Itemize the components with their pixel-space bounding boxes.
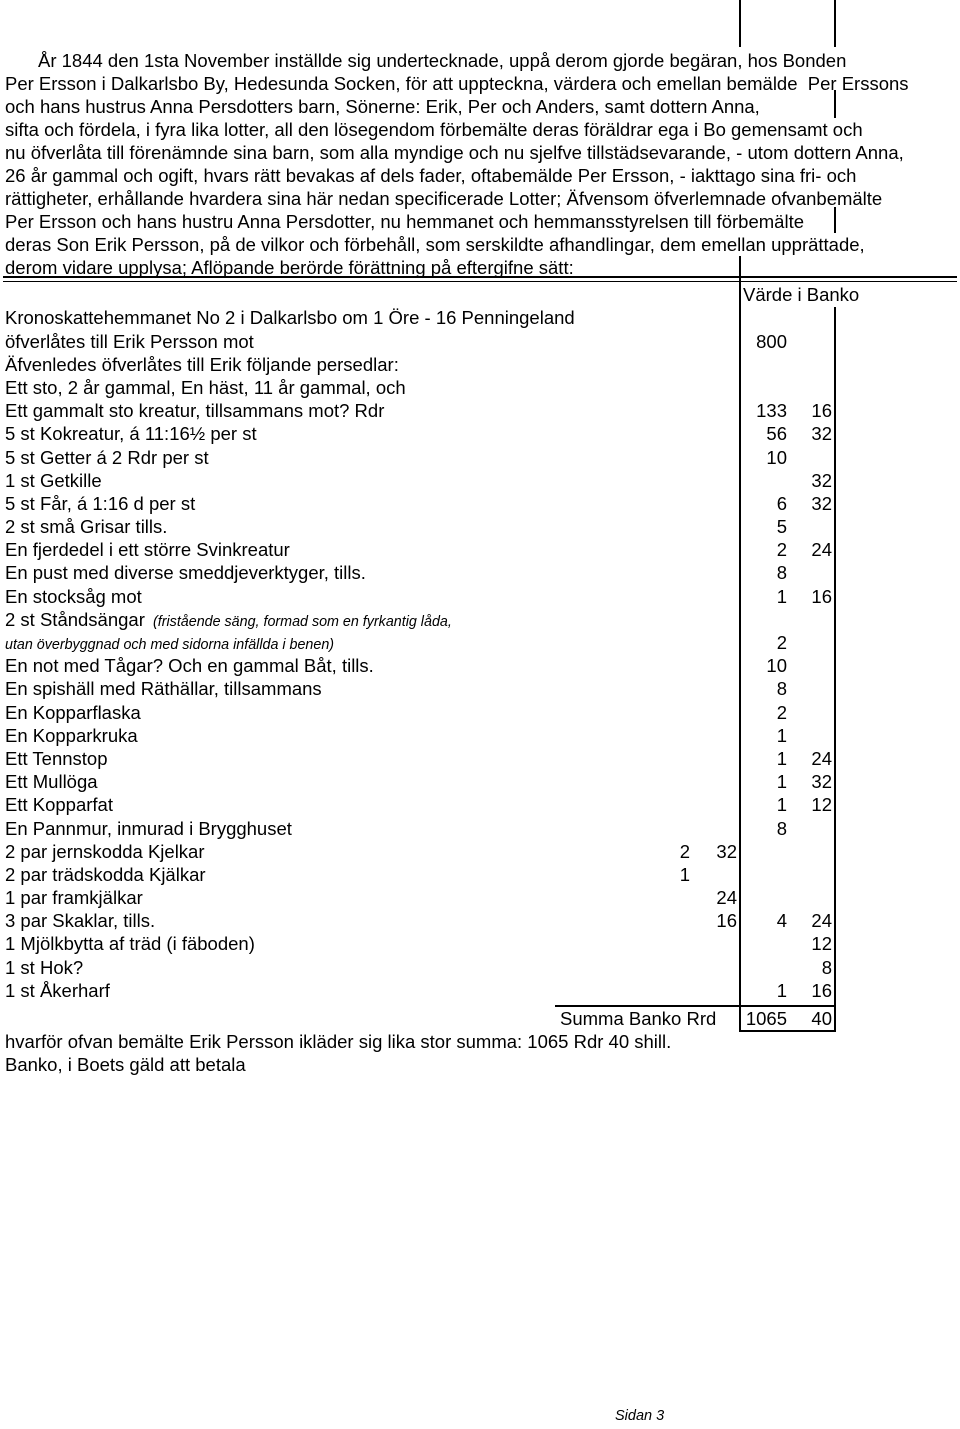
inventory-row — [0, 863, 960, 886]
inventory-row — [0, 677, 960, 700]
value-riksdaler: 6 — [776, 492, 787, 514]
item-text: 2 par trädskodda Kjälkar — [5, 863, 206, 885]
item-text: 5 st Kokreatur, á 11:16½ per st — [5, 423, 257, 445]
value-skilling: 32 — [811, 771, 832, 793]
total-skilling: 40 — [811, 1008, 832, 1030]
item-text: öfverlåtes till Erik Persson mot — [5, 330, 254, 352]
value-riksdaler: 56 — [766, 423, 787, 445]
item-text: 1 st Hok? — [5, 956, 84, 978]
item-text: 1 st Åkerharf — [5, 979, 110, 1001]
item-text: Ett Mullöga — [5, 771, 98, 793]
total-label: Summa Banko Rrd — [560, 1008, 717, 1030]
item-note: utan överbyggnad och med sidorna infällda i benen) — [5, 637, 335, 654]
inventory-row — [0, 422, 960, 445]
inventory-row — [0, 399, 960, 422]
subvalue-skilling: 16 — [716, 910, 737, 932]
header-line: och hans hustrus Anna Persdotters barn, Sönerne: Erik, Per och Anders, samt dottern Anna, — [5, 95, 760, 117]
item-text: En pust med diverse smeddjeverktyger, tills. — [5, 562, 366, 584]
double-rule-lower — [3, 281, 957, 283]
page-number: Sidan 3 — [615, 1408, 665, 1424]
inventory-row — [0, 585, 960, 608]
subvalue-skilling: 32 — [716, 840, 737, 862]
item-text: 1 Mjölkbytta af träd (i fäboden) — [5, 933, 255, 955]
inventory-row — [0, 515, 960, 538]
header-line: deras Son Erik Persson, på de vilkor och förbehåll, som serskildte afhandlingar, dem emellan upprättade, — [5, 234, 865, 256]
value-riksdaler: 800 — [756, 330, 787, 352]
inventory-row — [0, 770, 960, 793]
value-riksdaler: 5 — [776, 516, 787, 538]
value-skilling: 24 — [811, 539, 832, 561]
item-text: En spishäll med Räthällar, tillsammans — [5, 678, 322, 700]
header-line: rättigheter, erhållande hvardera sina här nedan specificerade Lotter; Äfvensom öfverlemnade ofvanbemälte — [5, 188, 883, 210]
closing-line: Banko, i Boets gäld att betala — [5, 1054, 246, 1076]
value-riksdaler: 1 — [776, 585, 787, 607]
inventory-row — [0, 446, 960, 469]
inventory-list — [0, 306, 960, 1002]
value-skilling: 16 — [811, 979, 832, 1001]
item-text: Ett gammalt sto kreatur, tillsammans mot? Rdr — [5, 400, 385, 422]
item-note: (fristående säng, formad som en fyrkantig låda, — [153, 613, 452, 630]
inventory-row — [0, 561, 960, 584]
inventory-row — [0, 538, 960, 561]
value-skilling: 16 — [811, 585, 832, 607]
header-line: 26 år gammal och ogift, hvars rätt bevakas af dels fader, oftabemälde Per Ersson, - iakttago sina fri- och — [5, 165, 857, 186]
inventory-row — [0, 376, 960, 399]
item-text: 2 par jernskodda Kjelkar — [5, 840, 205, 862]
value-skilling: 8 — [821, 956, 832, 978]
value-riksdaler: 1 — [776, 979, 787, 1001]
value-skilling: 24 — [811, 910, 832, 932]
item-text: 5 st Får, á 1:16 d per st — [5, 492, 196, 514]
subvalue-skilling: 24 — [716, 887, 737, 909]
value-skilling: 12 — [811, 933, 832, 955]
inventory-row — [0, 979, 960, 1002]
value-riksdaler: 1 — [776, 747, 787, 769]
value-riksdaler: 2 — [776, 701, 787, 723]
total-top-rule — [555, 1005, 836, 1007]
header-line: Per Ersson och hans hustru Anna Persdotter, nu hemmanet och hemmansstyrelsen till förbemälte — [5, 211, 804, 233]
inventory-row — [0, 724, 960, 747]
inventory-row — [0, 840, 960, 863]
item-text: Ett Kopparfat — [5, 794, 113, 816]
inventory-row — [0, 886, 960, 909]
item-text: En stocksåg mot — [5, 585, 142, 607]
column-rule-tick — [834, 207, 836, 233]
item-text: En Pannmur, inmurad i Brygghuset — [5, 817, 292, 839]
value-skilling: 24 — [811, 747, 832, 769]
value-skilling: 32 — [811, 492, 832, 514]
column-rule-top-right — [834, 0, 836, 47]
value-riksdaler: 8 — [776, 678, 787, 700]
subvalue-riksdaler: 2 — [679, 840, 690, 862]
subvalue-riksdaler: 1 — [679, 863, 690, 885]
value-riksdaler: 8 — [776, 562, 787, 584]
item-text: En Kopparflaska — [5, 701, 141, 723]
value-skilling: 12 — [811, 794, 832, 816]
header-line: År 1844 den 1sta November inställde sig undertecknade, uppå derom gjorde begäran, hos Bonden — [38, 49, 847, 71]
inventory-row — [0, 306, 960, 329]
item-text: En not med Tågar? Och en gammal Båt, tills. — [5, 655, 374, 677]
value-riksdaler: 2 — [776, 632, 787, 654]
value-skilling: 32 — [811, 469, 832, 491]
item-text: 3 par Skaklar, tills. — [5, 910, 156, 932]
item-text: Äfvenledes öfverlåtes till Erik följande persedlar: — [5, 353, 399, 375]
header-line: derom vidare upplysa; Aflöpande berörde förättning på eftergifne sätt: — [5, 257, 574, 279]
inventory-row — [0, 793, 960, 816]
closing-line: hvarför ofvan bemälte Erik Persson ikläder sig lika stor summa: 1065 Rdr 40 shill. — [5, 1031, 672, 1053]
value-riksdaler: 4 — [776, 910, 787, 932]
inventory-row — [0, 701, 960, 724]
item-text: Ett sto, 2 år gammal, En häst, 11 år gammal, och — [5, 376, 406, 398]
inventory-row — [0, 492, 960, 515]
header-line: nu öfverlåta till förenämnde sina barn, som alla myndige och nu sjelfve tillstädsevarande, - utom dottern Anna, — [5, 141, 904, 163]
inventory-row — [0, 909, 960, 932]
item-text: 1 par framkjälkar — [5, 887, 143, 909]
value-skilling: 16 — [811, 400, 832, 422]
header-line: Per Ersson i Dalkarlsbo By, Hedesunda Socken, för att uppteckna, värdera och emellan bemälde Per Erssons — [5, 72, 909, 94]
inventory-row — [0, 932, 960, 955]
inventory-row — [0, 654, 960, 677]
inventory-row — [0, 608, 960, 631]
value-riksdaler: 1 — [776, 794, 787, 816]
inventory-row — [0, 353, 960, 376]
total-riksdaler: 1065 — [745, 1008, 787, 1030]
value-riksdaler: 8 — [776, 817, 787, 839]
inventory-row — [0, 956, 960, 979]
value-riksdaler: 10 — [766, 655, 787, 677]
value-riksdaler: 2 — [776, 539, 787, 561]
item-text: 2 st Ståndsängar — [5, 608, 145, 630]
item-text: 1 st Getkille — [5, 469, 102, 491]
item-text: En fjerdedel i ett större Svinkreatur — [5, 539, 290, 561]
value-column-header: Värde i Banko — [743, 284, 860, 306]
value-riksdaler: 1 — [776, 724, 787, 746]
item-text: Ett Tennstop — [5, 747, 108, 769]
value-skilling: 32 — [811, 423, 832, 445]
header-line: sifta och fördela, i fyra lika lotter, all den lösegendom förbemälte deras föräldrar ega i Bo gemensamt och — [5, 118, 863, 140]
column-rule-top-left — [739, 0, 741, 47]
inventory-row — [0, 330, 960, 353]
item-text: En Kopparkruka — [5, 724, 138, 746]
value-riksdaler: 10 — [766, 446, 787, 468]
inventory-row — [0, 747, 960, 770]
inventory-row — [0, 469, 960, 492]
value-riksdaler: 1 — [776, 771, 787, 793]
value-riksdaler: 133 — [756, 400, 787, 422]
item-text: 2 st små Grisar tills. — [5, 516, 168, 538]
inventory-row — [0, 817, 960, 840]
inventory-row — [0, 631, 960, 654]
item-text: 5 st Getter á 2 Rdr per st — [5, 446, 209, 468]
item-text: Kronoskattehemmanet No 2 i Dalkarlsbo om 1 Öre - 16 Penningeland — [5, 307, 575, 329]
